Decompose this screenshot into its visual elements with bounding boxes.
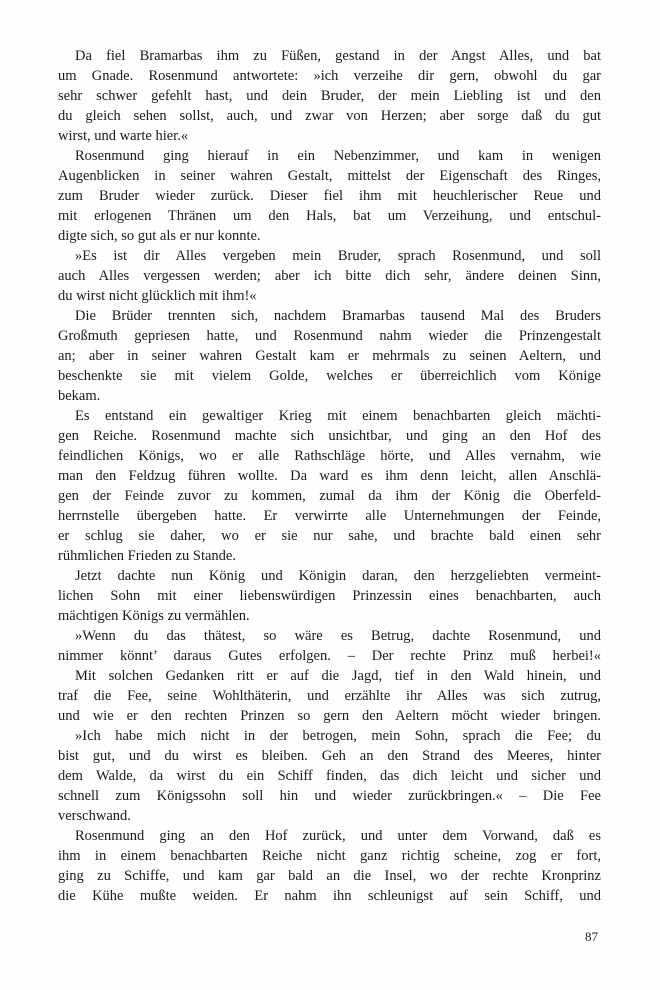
text-line: ging zu Schiffe, und kam gar bald an die Insel, wo der rechte Kronprinz (58, 868, 601, 884)
text-line: auch Alles vergessen werden; aber ich bitte dich sehr, ändere deinen Sinn, (58, 268, 601, 284)
text-line: mit erlogenen Thränen um den Hals, bat um Verzeihung, und entschul- (58, 208, 601, 224)
text-line: ihm in einem benachbarten Reiche nicht ganz richtig scheine, zog er fort, (58, 848, 601, 864)
text-line: mächtigen Königs zu vermählen. (58, 608, 250, 624)
text-line: lichen Sohn mit einer liebenswürdigen Prinzessin eines benachbarten, auch (58, 588, 601, 604)
text-line: bekam. (58, 388, 101, 404)
text-line: zum Bruder wieder zurück. Dieser fiel ihm mit heuchlerischer Reue und (58, 188, 601, 204)
text-line: Die Brüder trennten sich, nachdem Bramarbas tausend Mal des Bruders (75, 308, 601, 324)
text-line: er schlug sie daher, wo er sie nur sahe, und brachte bald einen sehr (58, 528, 601, 544)
text-line: feindlichen Königs, wo er alle Rathschläge hörte, und Alles vernahm, wie (58, 448, 601, 464)
text-line: du gleich sehen sollst, auch, und zwar von Herzen; aber sorge daß du gut (58, 108, 601, 124)
text-line: nimmer könnt’ daraus Gutes erfolgen. – Der rechte Prinz muß herbei!« (58, 648, 601, 664)
text-line: digte sich, so gut als er nur konnte. (58, 228, 261, 244)
text-line: beschenkte sie mit vielem Golde, welches er überreichlich vom Könige (58, 368, 601, 384)
text-line: Großmuth gepriesen hatte, und Rosenmund nahm wieder die Prinzengestalt (58, 328, 601, 344)
text-line: gen der Feinde zuvor zu kommen, zumal da ihm der König die Oberfeld- (58, 488, 601, 504)
text-line: herrnstelle übergeben hatte. Er verwirrte alle Unternehmungen der Feinde, (58, 508, 601, 524)
text-line: an; aber in seiner wahren Gestalt kam er mehrmals zu seinen Aeltern, und (58, 348, 601, 364)
text-line: Mit solchen Gedanken ritt er auf die Jagd, tief in den Wald hinein, und (75, 668, 601, 684)
text-line: verschwand. (58, 808, 131, 824)
text-line: man den Feldzug führen wollte. Da ward es ihm denn leicht, allen Anschlä- (58, 468, 601, 484)
text-line: Augenblicken in seiner wahren Gestalt, mittelst der Eigenschaft des Ringes, (58, 168, 601, 184)
page-text (58, 46, 601, 906)
page-number: 87 (585, 929, 598, 944)
text-line: Rosenmund ging an den Hof zurück, und unter dem Vorwand, daß es (75, 828, 601, 844)
text-line: Da fiel Bramarbas ihm zu Füßen, gestand in der Angst Alles, und bat (75, 48, 601, 64)
text-line: Rosenmund ging hierauf in ein Nebenzimmer, und kam in wenigen (75, 148, 601, 164)
text-line: bist gut, und du wirst es bleiben. Geh an den Strand des Meeres, hinter (58, 748, 601, 764)
text-line: gen Reiche. Rosenmund machte sich unsichtbar, und ging an den Hof des (58, 428, 601, 444)
text-line: Es entstand ein gewaltiger Krieg mit einem benachbarten gleich mächti- (75, 408, 601, 424)
text-line: du wirst nicht glücklich mit ihm!« (58, 288, 257, 304)
text-line: traf die Fee, seine Wohlthäterin, und erzählte ihr Alles was sich zutrug, (58, 688, 601, 704)
text-line: »Ich habe mich nicht in der betrogen, mein Sohn, sprach die Fee; du (75, 728, 601, 744)
text-line: die Kühe mußte weiden. Er nahm ihn schleunigst auf sein Schiff, und (58, 888, 601, 904)
text-line: wirst, und warte hier.« (58, 128, 189, 144)
text-line: »Es ist dir Alles vergeben mein Bruder, sprach Rosenmund, und soll (75, 248, 601, 264)
text-line: dem Walde, da wirst du ein Schiff finden, das dich leicht und sicher und (58, 768, 601, 784)
text-line: schnell zum Königssohn soll hin und wieder zurückbringen.« – Die Fee (58, 788, 601, 804)
text-line: um Gnade. Rosenmund antwortete: »ich verzeihe dir gern, obwohl du gar (58, 68, 601, 84)
text-line: sehr schwer gefehlt hast, und dein Bruder, der mein Liebling ist und den (58, 88, 601, 104)
text-line: Jetzt dachte nun König und Königin daran, den herzgeliebten vermeint- (75, 568, 601, 584)
text-line: »Wenn du das thätest, so wäre es Betrug, dachte Rosenmund, und (75, 628, 601, 644)
text-line: und wie er den rechten Prinzen so gern den Aeltern möcht wieder bringen. (58, 708, 601, 724)
text-line: rühmlichen Frieden zu Stande. (58, 548, 236, 564)
